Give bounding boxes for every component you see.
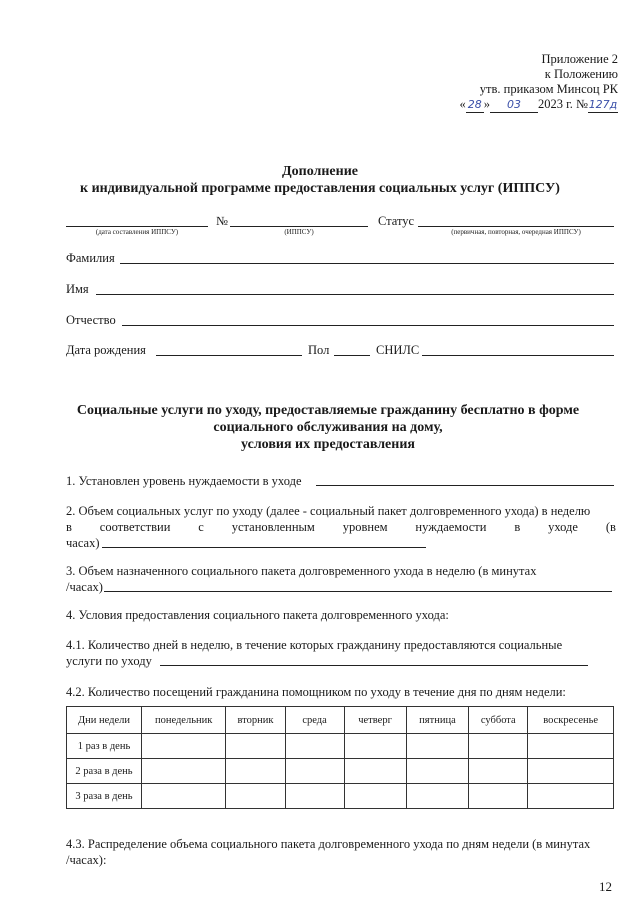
table-input-cell[interactable] (469, 784, 528, 809)
document-title (0, 163, 640, 197)
table-header-cell: понедельник (141, 707, 225, 734)
table-input-cell[interactable] (285, 759, 344, 784)
patronymic-row (66, 313, 614, 329)
surname-field[interactable] (120, 251, 614, 264)
table-input-cell[interactable] (406, 734, 469, 759)
ippsu-caption: (ИППСУ) (284, 228, 314, 236)
section-title-line-1: Социальные услуги по уходу, предоставляемые гражданину бесплатно в форме (76, 403, 580, 418)
item-2 (66, 503, 616, 551)
table-header-cell: пятница (406, 707, 469, 734)
status-caption: (первичная, повторная, очередная ИППСУ) (451, 228, 581, 236)
table-input-cell[interactable] (226, 784, 285, 809)
table-row (67, 734, 614, 759)
table-input-cell[interactable] (344, 734, 406, 759)
item-2-word: в (514, 520, 521, 534)
approval-line-3: утв. приказом Минсоц РК (479, 82, 618, 96)
section-title-line-3: условия их предоставления (241, 437, 415, 452)
status-field[interactable] (418, 214, 614, 227)
row-label-cell: 1 раз в день (67, 734, 142, 759)
title-line-1: Дополнение (282, 164, 358, 179)
table-header-cell: суббота (469, 707, 528, 734)
item-2-word: установленным (231, 520, 315, 534)
birth-row (66, 343, 614, 359)
item-4-1-line-1: 4.1. Количество дней в неделю, в течение которых гражданину предоставляются социальные (66, 638, 563, 652)
table-body (67, 734, 614, 809)
item-4-1-line-2 (66, 653, 616, 669)
item-4-1-tail-text: услуги по уходу (66, 654, 152, 668)
sex-field[interactable] (334, 343, 370, 356)
item-4-2: 4.2. Количество посещений гражданина помощником по уходу в течение дня по дням недели: (66, 685, 566, 699)
item-4: 4. Условия предоставления социального пакета долговременного ухода: (66, 608, 449, 622)
approval-day: 28 (467, 98, 482, 111)
table-input-cell[interactable] (469, 734, 528, 759)
table-input-cell[interactable] (406, 759, 469, 784)
status-label: Статус (378, 214, 415, 228)
item-2-word: соответствии (99, 520, 171, 534)
page-number: 12 (599, 879, 612, 894)
table-header-cell: четверг (344, 707, 406, 734)
approval-date-line (459, 97, 618, 113)
name-field[interactable] (96, 282, 614, 295)
number-label: № (216, 214, 228, 228)
assigned-volume-field[interactable] (104, 579, 612, 592)
item-2-word: в (66, 520, 72, 534)
item-3-hours-text: /часах) (66, 580, 103, 594)
surname-row (66, 251, 614, 267)
table-row (67, 784, 614, 809)
table-input-cell[interactable] (528, 734, 614, 759)
need-level-field[interactable] (316, 473, 614, 486)
item-2-line-1: 2. Объем социальных услуг по уходу (далее - социальный пакет долговременного ухода) в неделю (66, 504, 591, 518)
surname-label: Фамилия (66, 251, 115, 265)
item-4-3-line-2: /часах): (66, 853, 107, 867)
approval-month: 03 (490, 97, 538, 113)
date-caption: (дата составления ИППСУ) (95, 228, 179, 236)
table-header-row (67, 707, 614, 734)
table-header-cell: Дни недели (67, 707, 142, 734)
item-2-word: уровнем (342, 520, 388, 534)
item-2-line-3 (66, 535, 616, 551)
item-2-word: (в (605, 520, 616, 534)
table-header-cell: среда (285, 707, 344, 734)
row-label-cell: 2 раза в день (67, 759, 142, 784)
row-label-cell: 3 раза в день (67, 784, 142, 809)
item-2-line-2 (66, 519, 616, 535)
patronymic-field[interactable] (122, 313, 614, 326)
quote-open: « (459, 97, 466, 111)
birth-date-label: Дата рождения (66, 343, 146, 357)
birth-date-field[interactable] (156, 343, 302, 356)
weekly-volume-field[interactable] (102, 535, 426, 548)
ippsu-number-field[interactable] (230, 214, 368, 227)
section-title-line-2: социального обслуживания на дому, (213, 420, 443, 435)
item-3 (66, 563, 616, 595)
header-fields-row (66, 214, 614, 240)
name-label: Имя (66, 282, 89, 296)
patronymic-label: Отчество (66, 313, 116, 327)
table-input-cell[interactable] (285, 784, 344, 809)
days-per-week-field[interactable] (160, 653, 588, 666)
approval-number: 127д (588, 98, 618, 111)
name-row (66, 282, 614, 298)
title-line-2: к индивидуальной программе предоставления социальных услуг (ИППСУ) (80, 181, 560, 196)
item-4-3 (66, 836, 616, 868)
table-input-cell[interactable] (226, 734, 285, 759)
table-input-cell[interactable] (344, 759, 406, 784)
table-input-cell[interactable] (344, 784, 406, 809)
table-input-cell[interactable] (141, 759, 225, 784)
section-title (40, 402, 616, 453)
item-3-line-1: 3. Объем назначенного социального пакета долговременного ухода в неделю (в минутах (66, 564, 537, 578)
table-input-cell[interactable] (141, 784, 225, 809)
item-1-text: 1. Установлен уровень нуждаемости в уходе (66, 474, 302, 488)
visits-table (66, 706, 614, 809)
sex-label: Пол (308, 343, 330, 357)
item-1 (66, 473, 616, 489)
item-2-word: нуждаемости (415, 520, 487, 534)
quote-close: » (483, 97, 490, 111)
date-field[interactable] (66, 214, 208, 227)
item-2-word: с (198, 520, 204, 534)
item-4-3-line-1: 4.3. Распределение объема социального пакета долговременного ухода по дням недели (в минутах (66, 837, 591, 851)
item-4-1 (66, 637, 616, 669)
table-input-cell[interactable] (285, 734, 344, 759)
table-input-cell[interactable] (528, 784, 614, 809)
table-input-cell[interactable] (528, 759, 614, 784)
approval-line-2: к Положению (544, 67, 618, 81)
item-3-line-2 (66, 579, 616, 595)
snils-label: СНИЛС (376, 343, 420, 357)
table-input-cell[interactable] (406, 784, 469, 809)
snils-field[interactable] (422, 343, 614, 356)
approval-line-1: Приложение 2 (541, 52, 618, 66)
table-input-cell[interactable] (141, 734, 225, 759)
item-2-hours-text: часах) (66, 536, 100, 550)
table-input-cell[interactable] (469, 759, 528, 784)
table-row (67, 759, 614, 784)
approval-block (459, 52, 618, 113)
table-input-cell[interactable] (226, 759, 285, 784)
item-2-word: уходе (548, 520, 578, 534)
approval-year: 2023 г. № (537, 97, 588, 111)
table-header-cell: вторник (226, 707, 285, 734)
table-header-cell: воскресенье (528, 707, 614, 734)
